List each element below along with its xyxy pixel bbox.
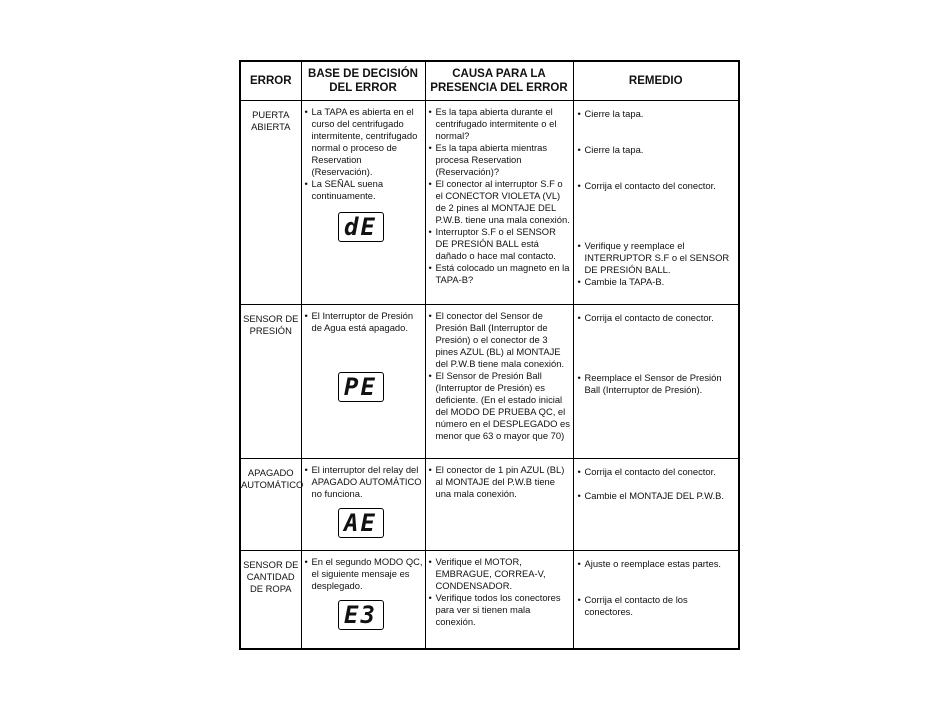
decision-item: • La SEÑAL suena continuamente. <box>305 178 423 202</box>
cause-item: • El conector del Sensor de Presión Ball (Interruptor de Presión) o el conector de 3 pines AZUL (BL) al MONTAJE del P.W.B tiene mala conexión. <box>429 310 571 370</box>
cause-cell <box>425 305 573 459</box>
remedy-item: • Cambie la TAPA-B. <box>578 276 737 288</box>
remedy-cell <box>573 551 739 650</box>
cause-item: • Verifique el MOTOR, EMBRAGUE, CORREA-V, CONDENSADOR. <box>429 556 571 592</box>
remedy-item: • Cierre la tapa. <box>578 108 737 120</box>
error-name: SENSOR DE PRESIÓN <box>240 305 301 459</box>
cause-cell <box>425 551 573 650</box>
error-table <box>239 60 740 650</box>
decision-cell <box>301 551 425 650</box>
remedy-item: • Corrija el contacto de conector. <box>578 312 737 324</box>
decision-cell <box>301 305 425 459</box>
remedy-item: • Cierre la tapa. <box>578 144 737 156</box>
error-name: APAGADO AUTOMÁTICO <box>240 459 301 551</box>
header-remedy: REMEDIO <box>573 61 739 101</box>
error-code-display: PE <box>338 372 384 402</box>
remedy-item: • Reemplace el Sensor de Presión Ball (Interruptor de Presión). <box>578 372 737 396</box>
decision-cell <box>301 459 425 551</box>
remedy-cell <box>573 101 739 305</box>
cause-cell <box>425 101 573 305</box>
header-decision: BASE DE DECISIÓN DEL ERROR <box>301 61 425 101</box>
decision-cell <box>301 101 425 305</box>
table-row <box>240 305 739 459</box>
error-code-display: E3 <box>338 600 384 630</box>
remedy-item: • Corrija el contacto del conector. <box>578 180 737 192</box>
header-error: ERROR <box>240 61 301 101</box>
header-row <box>240 61 739 101</box>
decision-item: • El Interruptor de Presión de Agua está apagado. <box>305 310 423 334</box>
cause-cell <box>425 459 573 551</box>
remedy-item: • Corrija el contacto del conector. <box>578 466 737 478</box>
remedy-item: • Ajuste o reemplace estas partes. <box>578 558 737 570</box>
table-row <box>240 101 739 305</box>
remedy-cell <box>573 305 739 459</box>
remedy-item: • Verifique y reemplace el INTERRUPTOR S.F o el SENSOR DE PRESIÓN BALL. <box>578 240 737 276</box>
remedy-item: • Corrija el contacto de los conectores. <box>578 594 737 618</box>
remedy-cell <box>573 459 739 551</box>
cause-item: • El conector al interruptor S.F o el CONECTOR VIOLETA (VL) de 2 pines al MONTAJE DEL P.W.B. tiene una mala conexión. <box>429 178 571 226</box>
cause-item: • El conector de 1 pin AZUL (BL) al MONTAJE del P.W.B tiene una mala conexión. <box>429 464 571 500</box>
cause-item: • Interruptor S.F o el SENSOR DE PRESIÓN BALL está dañado o hace mal contacto. <box>429 226 571 262</box>
decision-item: • El interruptor del relay del APAGADO AUTOMÁTICO no funciona. <box>305 464 423 500</box>
cause-item: • El Sensor de Presión Ball (Interruptor de Presión) es deficiente. (En el estado inicial del MODO DE PRUEBA QC, el número en el DESPLEGADO es menor que 63 o mayor que 70) <box>429 370 571 442</box>
remedy-item: • Cambie el MONTAJE DEL P.W.B. <box>578 490 737 502</box>
header-cause: CAUSA PARA LA PRESENCIA DEL ERROR <box>425 61 573 101</box>
cause-item: • Es la tapa abierta mientras procesa Reservation (Reservación)? <box>429 142 571 178</box>
cause-item: • Verifique todos los conectores para ver si tienen mala conexión. <box>429 592 571 628</box>
error-code-display: AE <box>338 508 384 538</box>
cause-item: • Es la tapa abierta durante el centrifugado intermitente o el normal? <box>429 106 571 142</box>
table-row <box>240 551 739 650</box>
cause-item: • Está colocado un magneto en la TAPA-B? <box>429 262 571 286</box>
error-name: PUERTA ABIERTA <box>240 101 301 305</box>
error-name: SENSOR DE CANTIDAD DE ROPA <box>240 551 301 650</box>
decision-item: • En el segundo MODO QC, el siguiente mensaje es desplegado. <box>305 556 423 592</box>
error-code-display: dE <box>338 212 384 242</box>
decision-item: • La TAPA es abierta en el curso del centrifugado intermitente, centrifugado normal o proceso de Reservation (Reservación). <box>305 106 423 178</box>
table-row <box>240 459 739 551</box>
